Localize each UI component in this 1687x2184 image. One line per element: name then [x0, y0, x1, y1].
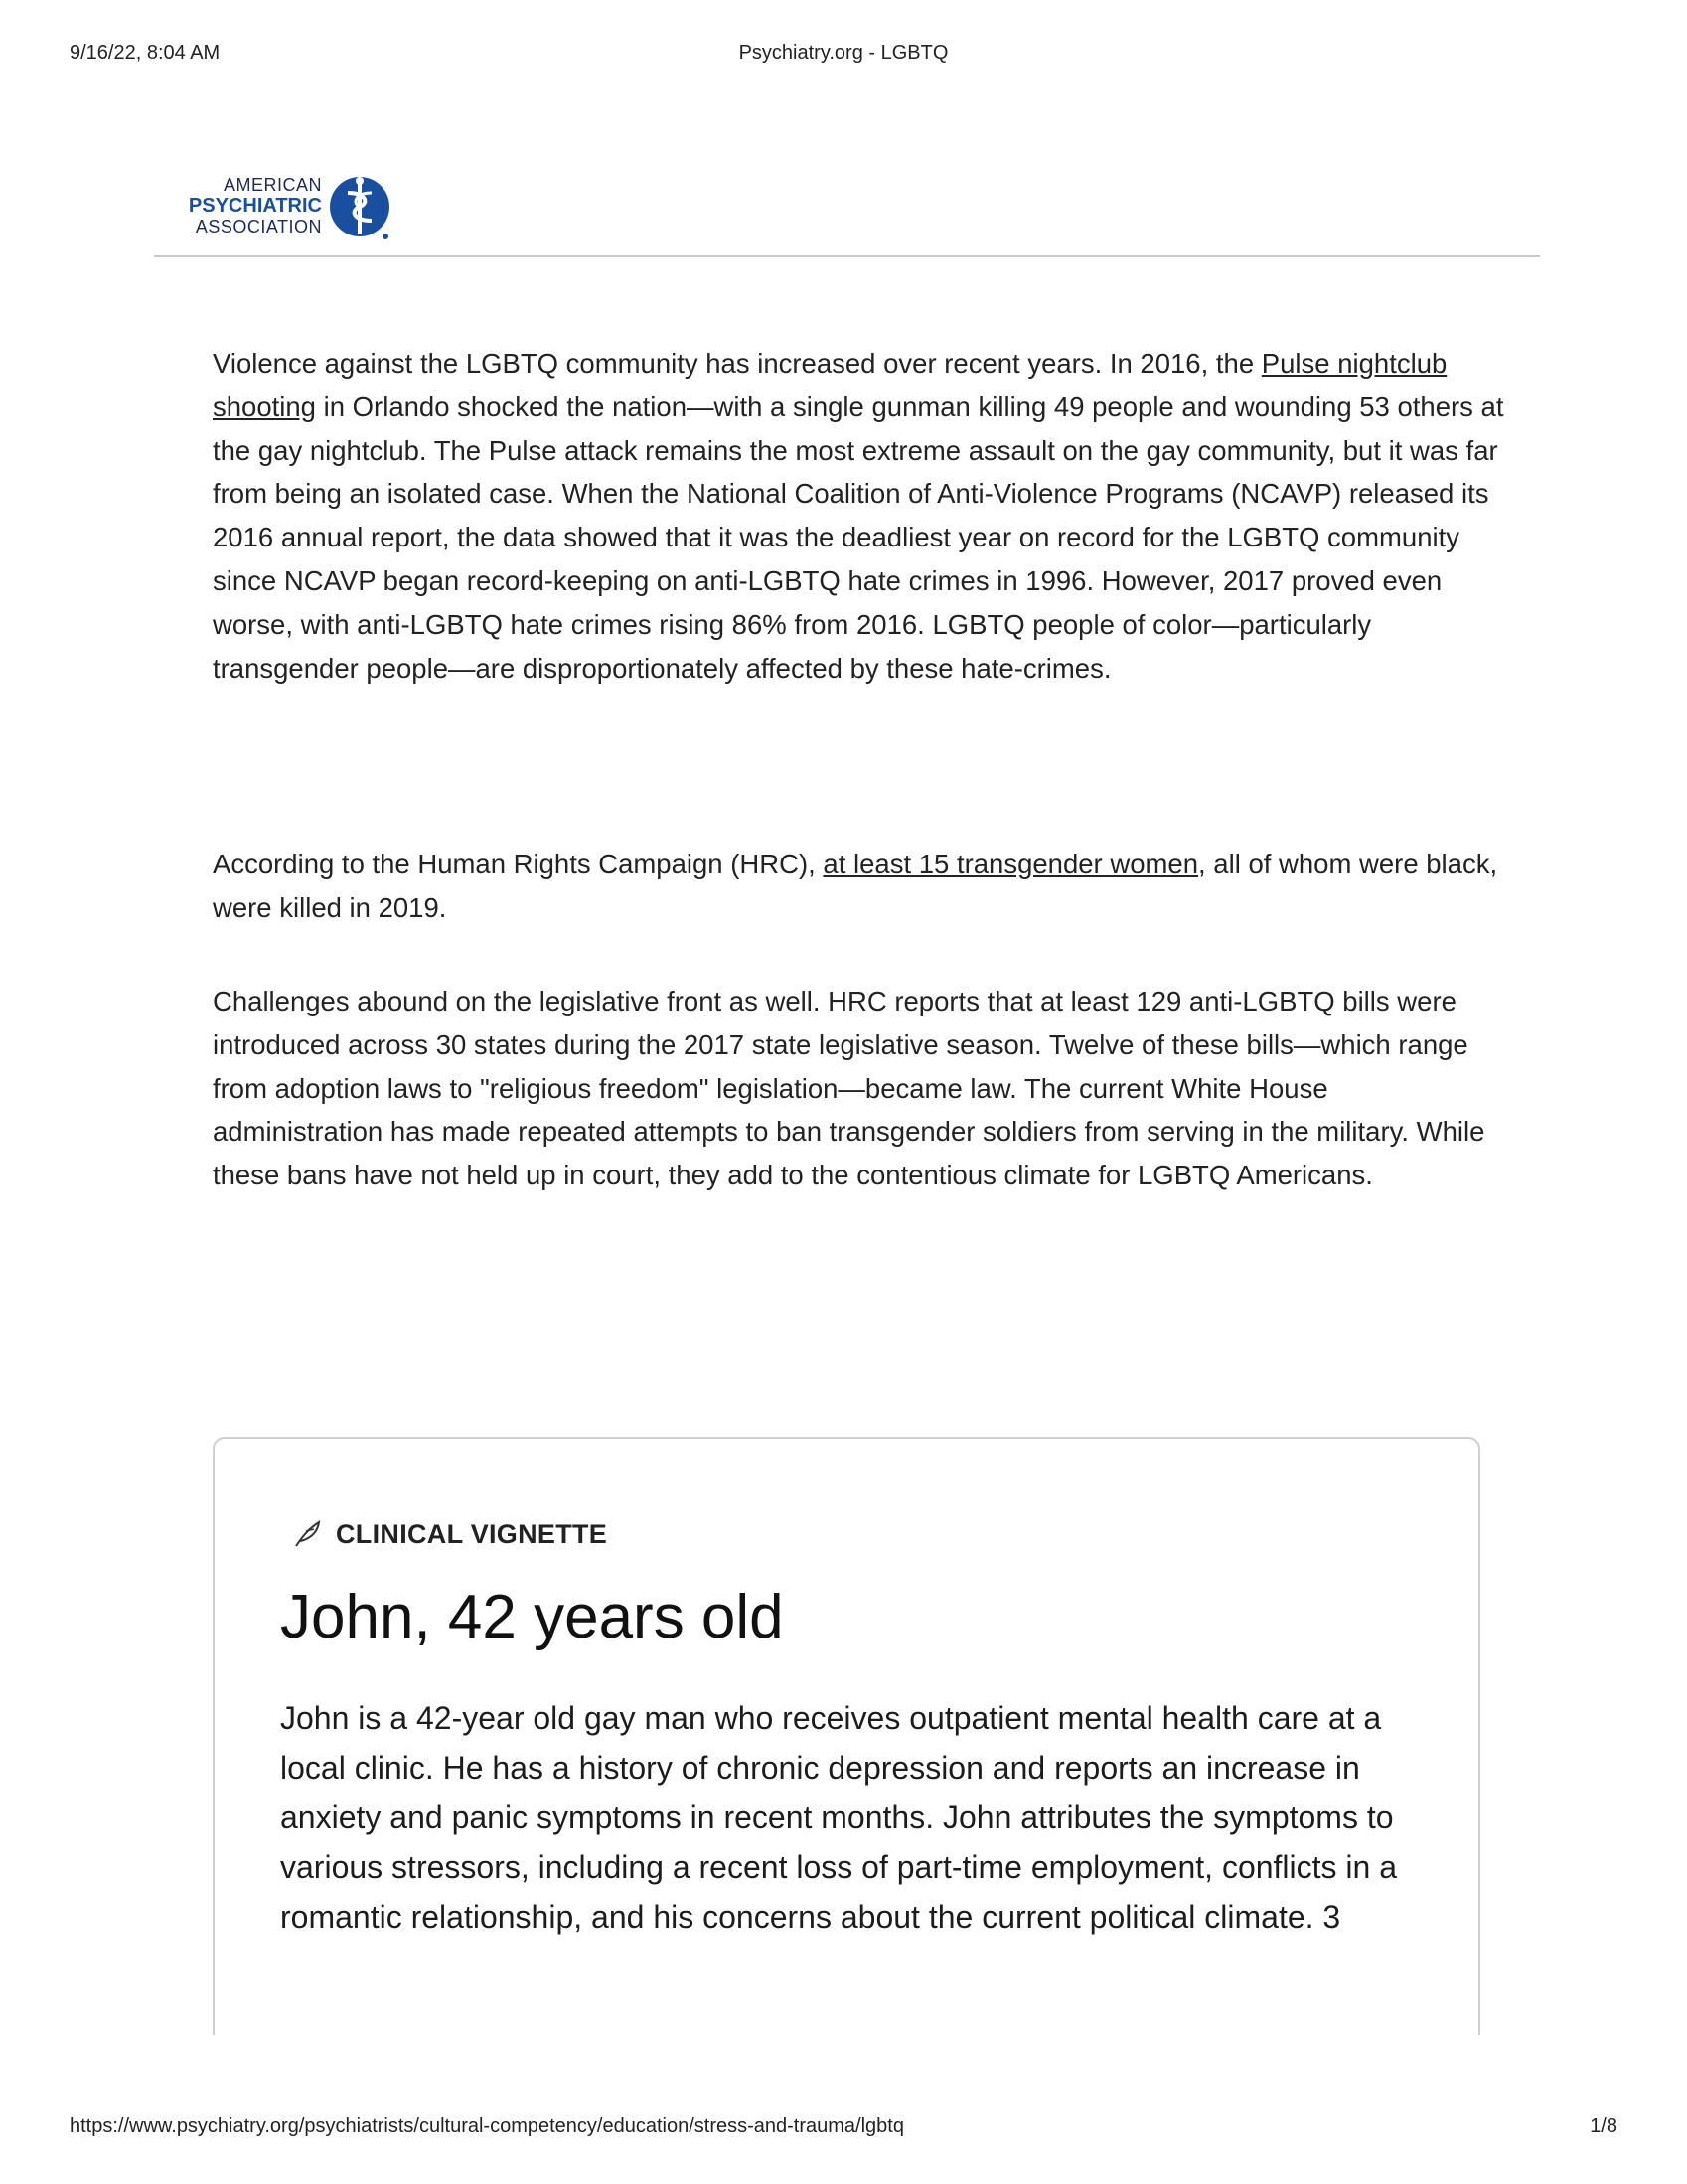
- vignette-text: John is a 42-year old gay man who receives outpatient mental health care at a local clinic. He has a history of chronic depression and reports an increase in anxiety and panic symptoms in recent months. John attributes the symptoms to various stressors, including a recent loss of part-time employment, conflicts in a romantic relationship, and his concerns about the current political climate. 3: [280, 1700, 1398, 1935]
- paragraph-text: , all of whom were black, were killed in 2019.: [213, 849, 1498, 923]
- vignette-label-row: [292, 1516, 607, 1552]
- vignette-label: CLINICAL VIGNETTE: [336, 1518, 608, 1549]
- pulse-shooting-link[interactable]: Pulse nightclub shooting: [213, 348, 1448, 422]
- paragraph-text: Violence against the LGBTQ community has increased over recent years. In 2016, the: [213, 348, 1262, 379]
- print-footer: [70, 2115, 1617, 2145]
- apa-logo[interactable]: [175, 171, 393, 246]
- paragraph-text: in Orlando shocked the nation—with a single gunman killing 49 people and wounding 53 others at the gay nightclub. The Pulse attack remains the most extreme assault on the gay community, but it was far from being an isolated case. When the National Coalition of Anti-Violence Programs (NCAVP) released its 2016 annual report, the data showed that it was the deadliest year on record for the LGBTQ community since NCAVP began record-keeping on anti-LGBTQ hate crimes in 1996. However, 2017 proved even worse, with anti-LGBTQ hate crimes rising 86% from 2016. LGBTQ people of color—particularly transgender people—are disproportionately affected by these hate-crimes.: [213, 390, 1504, 684]
- print-datetime: 9/16/22, 8:04 AM: [70, 42, 221, 64]
- article-paragraph-2: [213, 843, 1504, 930]
- print-url: https://www.psychiatry.org/psychiatrists/cultural-competency/education/stress-and-trauma/lgbtq: [70, 2115, 904, 2137]
- article-paragraph-1: [213, 342, 1504, 690]
- logo-line-3: ASSOCIATION: [195, 217, 322, 236]
- article-paragraph-3: Challenges abound on the legislative front as well. HRC reports that at least 129 anti-LGBTQ bills were introduced across 30 states during the 2017 state legislative season. Twelve of these bills—which range from adoption laws to "religious freedom" legislation—became law. The current White House administration has made repeated attempts to ban transgender soldiers from serving in the military. While these bans have not held up in court, they add to the contentious climate for LGBTQ Americans.: [213, 986, 1485, 1191]
- logo-line-2: PSYCHIATRIC: [188, 195, 322, 217]
- quill-icon: [292, 1519, 322, 1549]
- print-header: [70, 42, 1617, 72]
- logo-line-1: AMERICAN: [223, 175, 322, 195]
- caduceus-icon: [326, 171, 393, 242]
- header-divider: [154, 255, 1540, 257]
- paragraph-text: According to the Human Rights Campaign (HRC),: [213, 849, 824, 879]
- vignette-heading: John, 42 years old: [280, 1583, 784, 1651]
- transgender-women-link[interactable]: at least 15 transgender women: [823, 849, 1199, 879]
- print-page-title: Psychiatry.org - LGBTQ: [738, 42, 949, 64]
- clinical-vignette-card: [213, 1437, 1480, 2035]
- logo-wordmark: [189, 175, 322, 237]
- page-number: 1/8: [1590, 2115, 1617, 2137]
